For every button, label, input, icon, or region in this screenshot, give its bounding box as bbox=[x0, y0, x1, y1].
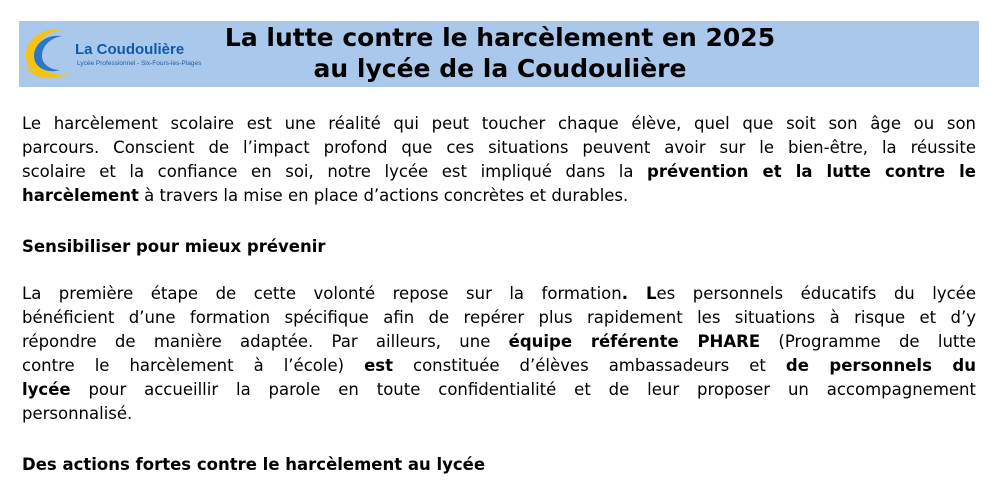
intro-text: scolaire et la confiance en soi, notre lycée est impliqué dans la bbox=[22, 162, 648, 181]
school-logo bbox=[20, 22, 202, 86]
section-heading-2: Des actions fortes contre le harcèlement au lycée bbox=[22, 455, 486, 474]
intro-emphasis: harcèlement bbox=[22, 186, 139, 205]
section1-text: constituée d’élèves ambassadeurs et bbox=[392, 356, 786, 375]
section1-text: pour accueillir la parole en toute confidentialité et de leur proposer un accompagnement bbox=[70, 380, 976, 399]
section1-emphasis: de personnels du bbox=[785, 356, 976, 375]
section1-text: répondre de manière adaptée. Par ailleurs, une bbox=[22, 332, 509, 351]
intro-line-1: Le harcèlement scolaire est une réalité qui peut toucher chaque élève, quel que soit son âge ou son bbox=[22, 114, 976, 133]
section1-line-5 bbox=[22, 382, 976, 399]
section1-line-3 bbox=[22, 334, 976, 351]
logo-subtitle: Lycée Professionnel - Six-Fours-les-Plages bbox=[77, 60, 202, 67]
intro-line-2: parcours. Conscient de l’impact profond que ces situations peuvent avoir sur le bien-être, la réussite bbox=[22, 138, 976, 157]
intro-line-4 bbox=[22, 188, 976, 205]
section1-text: (Programme de lutte bbox=[760, 332, 976, 351]
section1-text: contre le harcèlement à l’école) bbox=[22, 356, 365, 375]
page-title-line-1: La lutte contre le harcèlement en 2025 bbox=[224, 23, 776, 52]
section1-emphasis: lycée bbox=[22, 380, 71, 399]
logo-name: La Coudoulière bbox=[75, 41, 185, 58]
swirl-logo-icon bbox=[20, 22, 80, 86]
intro-emphasis: prévention et la lutte contre le bbox=[647, 162, 977, 181]
intro-text: à travers la mise en place d’actions concrètes et durables. bbox=[138, 186, 629, 205]
intro-line-3 bbox=[22, 164, 976, 181]
section1-emphasis: est bbox=[364, 356, 393, 375]
section1-emphasis: . L bbox=[621, 284, 657, 303]
section1-line-1 bbox=[22, 286, 976, 303]
section1-line-6: personnalisé. bbox=[22, 404, 133, 423]
section1-line-4 bbox=[22, 358, 976, 375]
section-heading-1: Sensibiliser pour mieux prévenir bbox=[22, 237, 326, 256]
section1-text: es personnels éducatifs du lycée bbox=[656, 284, 976, 303]
section1-line-2: bénéficient d’une formation spécifique afin de repérer plus rapidement les situations à risque et d’y bbox=[22, 308, 976, 327]
section1-emphasis: équipe référente PHARE bbox=[508, 332, 761, 351]
page-title-line-2: au lycée de la Coudoulière bbox=[313, 54, 687, 83]
section1-text: La première étape de cette volonté repose sur la formation bbox=[22, 284, 622, 303]
